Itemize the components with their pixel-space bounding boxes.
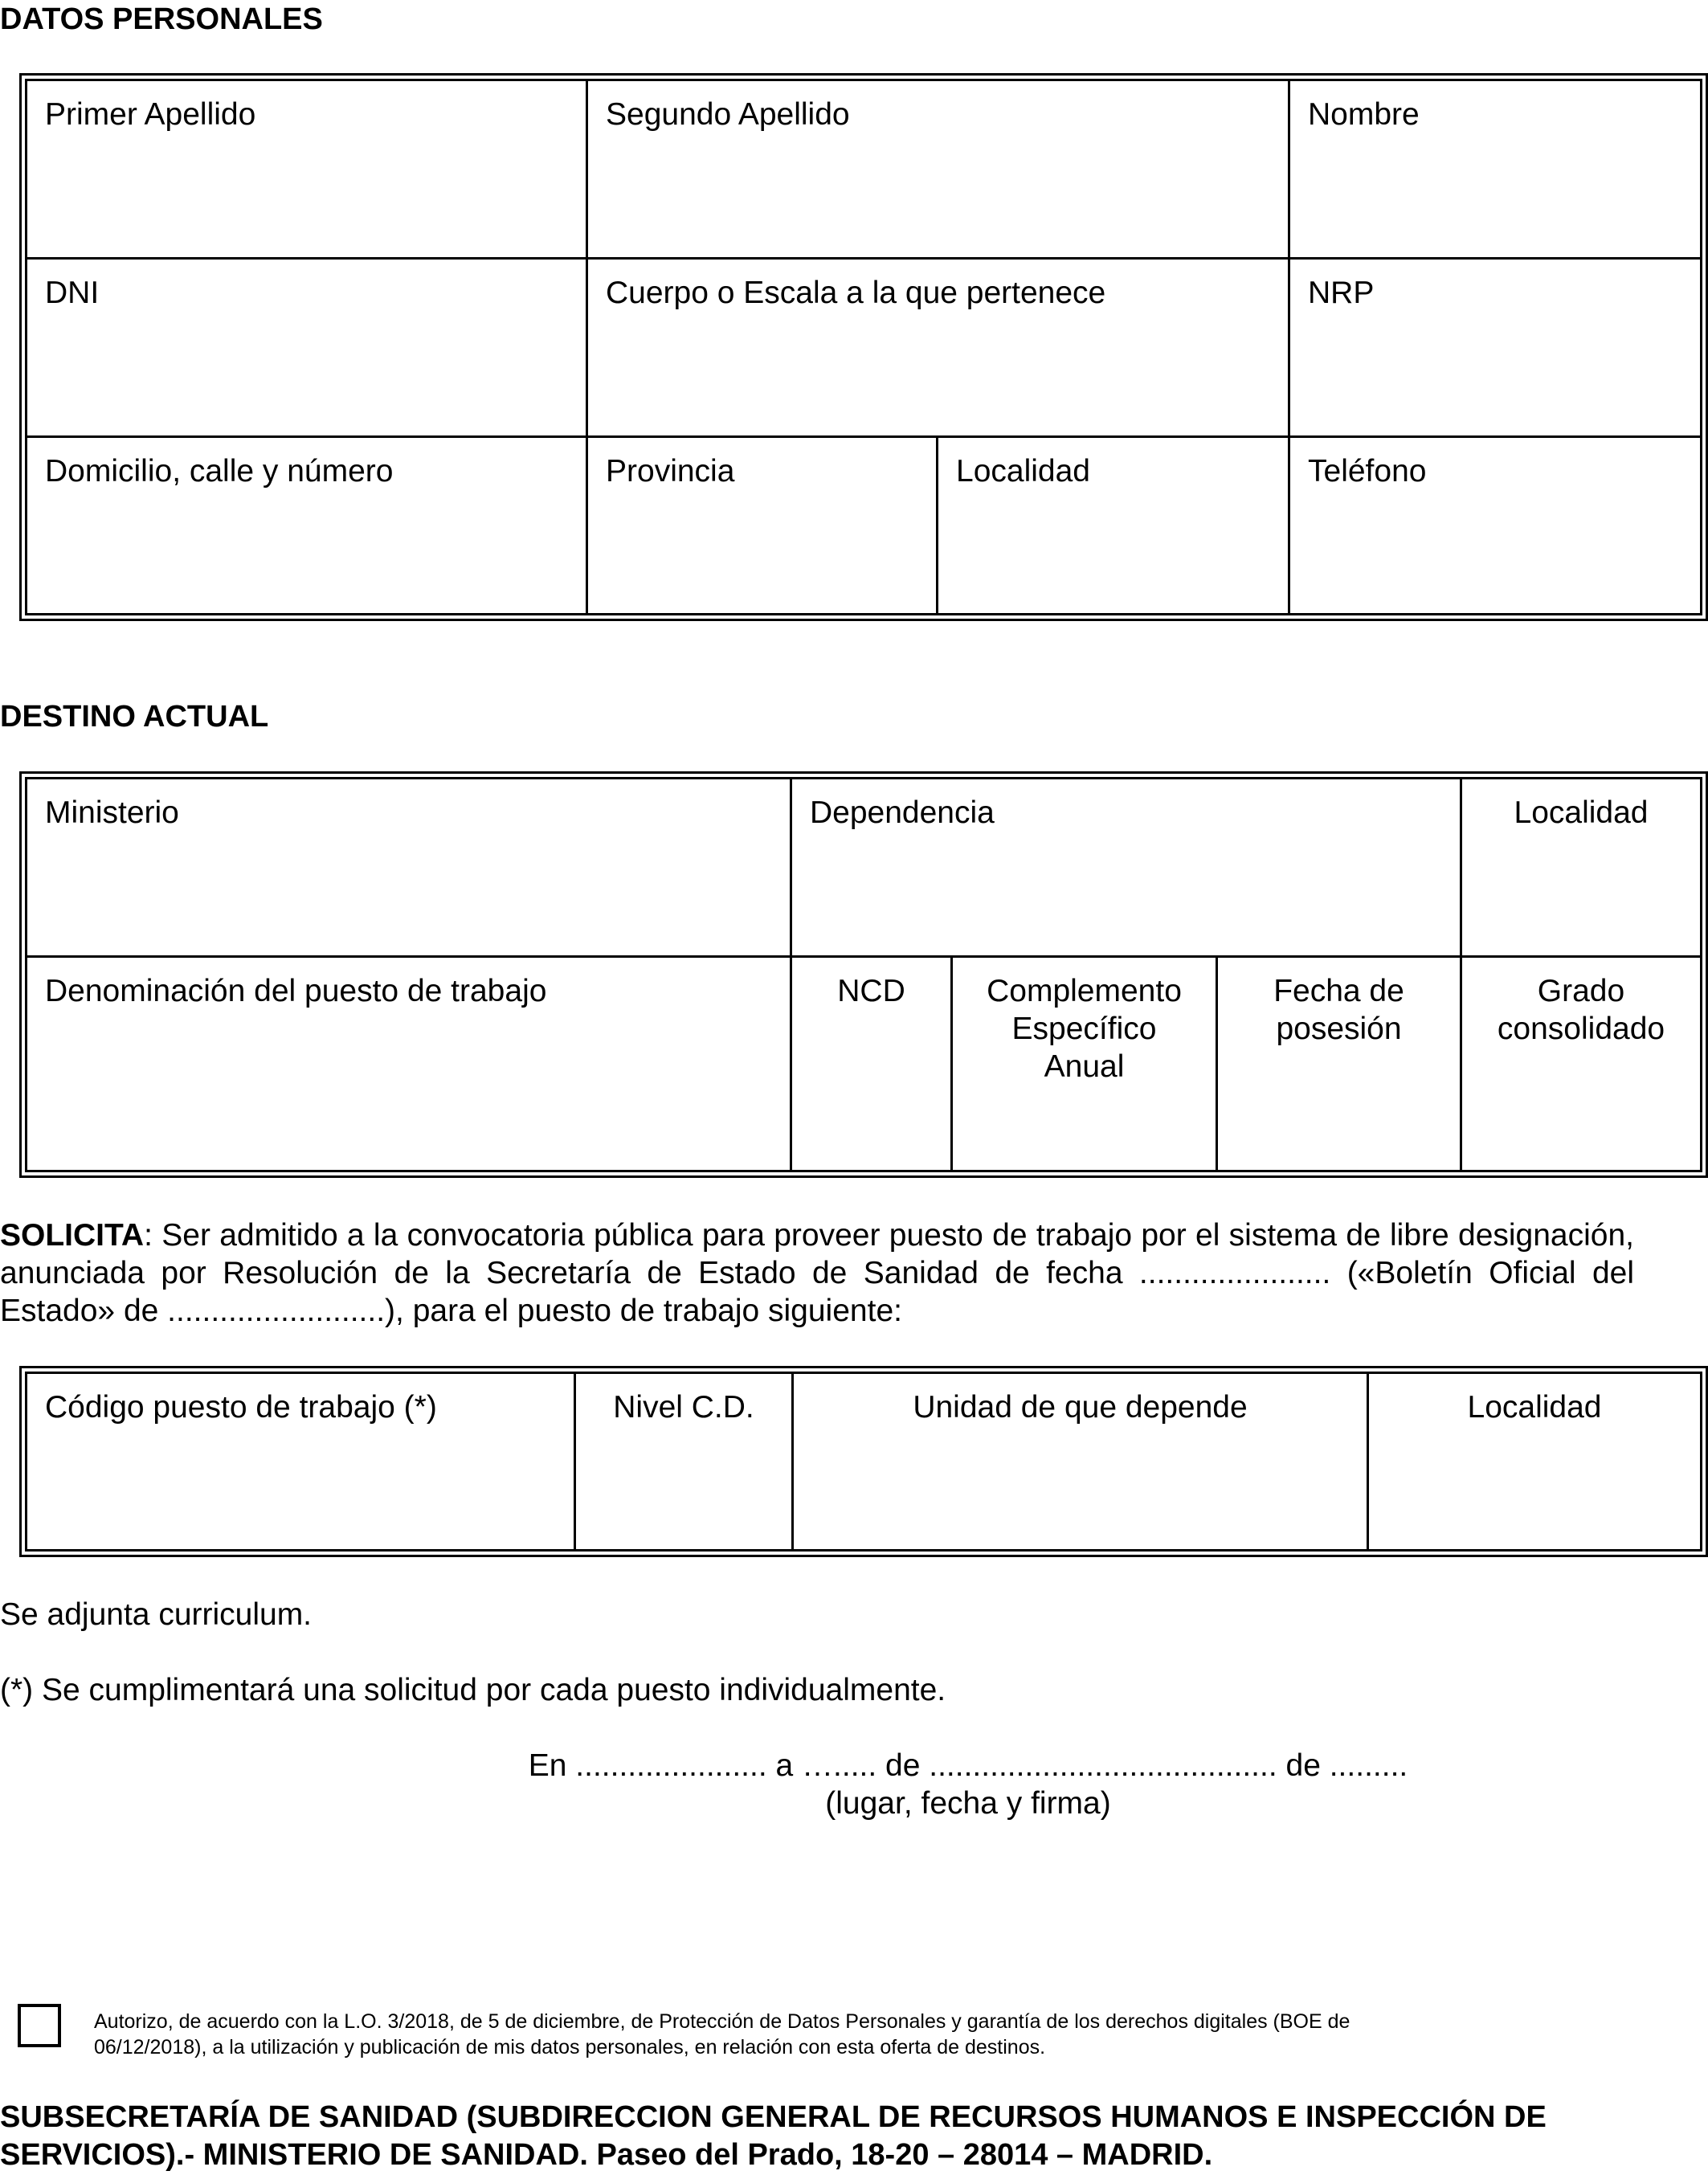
ministerio-field[interactable] bbox=[27, 779, 791, 957]
puesto-localidad-field[interactable] bbox=[1368, 1373, 1702, 1551]
dni-field[interactable] bbox=[27, 259, 587, 437]
domicilio-label: Domicilio, calle y número bbox=[45, 454, 394, 489]
localidad-label: Localidad bbox=[956, 454, 1090, 489]
complemento-label-line2: Específico bbox=[1011, 1012, 1157, 1046]
destino-localidad-field[interactable] bbox=[1461, 779, 1702, 957]
grado-consolidado-label-line2: consolidado bbox=[1497, 1012, 1665, 1046]
nivel-cd-field[interactable] bbox=[575, 1373, 793, 1551]
ncd-label: NCD bbox=[837, 974, 905, 1008]
telefono-field[interactable] bbox=[1289, 437, 1702, 615]
solicita-label: SOLICITA bbox=[0, 1218, 145, 1253]
dni-label: DNI bbox=[45, 276, 100, 310]
grado-consolidado-label-line1: Grado bbox=[1537, 974, 1625, 1008]
primer-apellido-label: Primer Apellido bbox=[45, 97, 256, 132]
nrp-label: NRP bbox=[1308, 276, 1375, 310]
grado-consolidado-field[interactable] bbox=[1461, 957, 1702, 1171]
ncd-field[interactable] bbox=[791, 957, 952, 1171]
ministerio-label: Ministerio bbox=[45, 795, 179, 830]
denominacion-label: Denominación del puesto de trabajo bbox=[45, 974, 547, 1008]
segundo-apellido-label: Segundo Apellido bbox=[606, 97, 850, 132]
solicita-paragraph bbox=[0, 1216, 1634, 1330]
destino-localidad-label: Localidad bbox=[1514, 795, 1649, 830]
segundo-apellido-field[interactable] bbox=[587, 80, 1289, 259]
denominacion-field[interactable] bbox=[27, 957, 791, 1171]
puesto-table bbox=[19, 1366, 1708, 1557]
codigo-puesto-field[interactable] bbox=[27, 1373, 575, 1551]
provincia-field[interactable] bbox=[587, 437, 938, 615]
destino-actual-table bbox=[19, 771, 1708, 1178]
dependencia-field[interactable] bbox=[791, 779, 1461, 957]
complemento-field[interactable] bbox=[952, 957, 1217, 1171]
codigo-puesto-label: Código puesto de trabajo (*) bbox=[45, 1390, 437, 1425]
localidad-field[interactable] bbox=[938, 437, 1289, 615]
fecha-posesion-field[interactable] bbox=[1217, 957, 1461, 1171]
complemento-label-line3: Anual bbox=[1044, 1049, 1125, 1084]
complemento-label-line1: Complemento bbox=[987, 974, 1182, 1008]
firma-caption: (lugar, fecha y firma) bbox=[825, 1786, 1111, 1821]
unidad-field[interactable] bbox=[793, 1373, 1368, 1551]
autorizacion-checkbox[interactable] bbox=[18, 2004, 61, 2047]
solicita-text: : Ser admitido a la convocatoria pública para proveer puesto de trabajo por el sistema de libre designación, anunciada por Resolución de la Secretaría de Estado de Sanidad de fecha ...................... («Boletín Oficial del Estado» de .........................), para el puesto de trabajo siguiente: bbox=[0, 1218, 1634, 1328]
destino-actual-heading: DESTINO ACTUAL bbox=[0, 700, 269, 734]
datos-personales-heading: DATOS PERSONALES bbox=[0, 2, 323, 36]
nombre-label: Nombre bbox=[1308, 97, 1420, 132]
primer-apellido-field[interactable] bbox=[27, 80, 587, 259]
asterisk-note: (*) Se cumplimentará una solicitud por cada puesto individualmente. bbox=[0, 1673, 946, 1707]
fecha-posesion-label-line2: posesión bbox=[1276, 1012, 1402, 1046]
curriculum-note: Se adjunta curriculum. bbox=[0, 1597, 313, 1632]
firma-line: En ...................... a …..... de ........................................ de ......... bbox=[528, 1748, 1408, 1783]
autorizacion-text: Autorizo, de acuerdo con la L.O. 3/2018, de 5 de diciembre, de Protección de Datos Personales y garantía de los derechos digitales (BOE de 06/12/2018), a la utilización y publicación de mis datos personales, en relación con esta oferta de destinos. bbox=[94, 2010, 1350, 2058]
puesto-localidad-label: Localidad bbox=[1467, 1390, 1602, 1425]
cuerpo-escala-label: Cuerpo o Escala a la que pertenece bbox=[606, 276, 1106, 310]
datos-personales-table bbox=[19, 73, 1708, 621]
nombre-field[interactable] bbox=[1289, 80, 1702, 259]
cuerpo-escala-field[interactable] bbox=[587, 259, 1289, 437]
dependencia-label: Dependencia bbox=[810, 795, 995, 830]
unidad-label: Unidad de que depende bbox=[913, 1390, 1248, 1425]
domicilio-field[interactable] bbox=[27, 437, 587, 615]
nivel-cd-label: Nivel C.D. bbox=[613, 1390, 754, 1425]
footer-address: SUBSECRETARÍA DE SANIDAD (SUBDIRECCION GENERAL DE RECURSOS HUMANOS E INSPECCIÓN DE SERVICIOS).- MINISTERIO DE SANIDAD. Paseo del Prado, 18-20 – 28014 – MADRID. bbox=[0, 2100, 1547, 2172]
provincia-label: Provincia bbox=[606, 454, 735, 489]
telefono-label: Teléfono bbox=[1308, 454, 1427, 489]
nrp-field[interactable] bbox=[1289, 259, 1702, 437]
fecha-posesion-label-line1: Fecha de bbox=[1273, 974, 1404, 1008]
